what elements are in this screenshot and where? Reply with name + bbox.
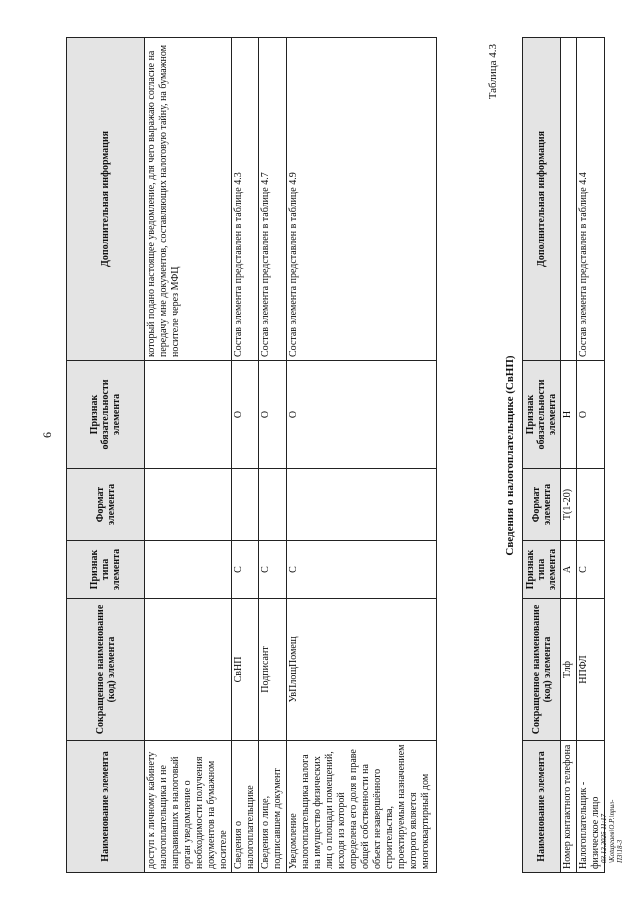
cell-required: О [287,361,437,469]
header-required: Признак обязательности элемента [523,361,561,469]
cell-code: УвПлощПомещ [287,599,437,741]
cell-name: Сведения о налогоплательщике [232,741,259,873]
cell-info: Состав элемента представлен в таблице 4.9 [287,38,437,361]
rotated-content [66,38,606,873]
cell-required: О [259,361,287,469]
cell-info: Состав элемента представлен в таблице 4.4 [577,38,605,361]
header-format: Формат элемента [523,469,561,541]
cell-format [145,469,232,541]
cell-info: Состав элемента представлен в таблице 4.3 [232,38,259,361]
cell-type [145,541,232,599]
footer-note [600,800,624,863]
page-number: 6 [40,432,54,438]
cell-code [145,599,232,741]
header-code: Сокращенное наименование (код) элемента [67,599,145,741]
header-info: Дополнительная информация [523,38,561,361]
cell-code: СвНП [232,599,259,741]
cell-info: который подано настоящее уведомление, для чего выражаю согласие на передачу мне документов, составляющих налоговую тайну, на бумажном носителе через МФЦ [145,38,232,361]
taxpayer-table [522,37,605,873]
cell-type: С [259,541,287,599]
cell-code: Тлф [561,599,577,741]
table-row [577,38,605,873]
cell-required [145,361,232,469]
cell-name: Уведомление налогоплательщика налога на имущество физических лиц о площади помещений, исходя из которой определена его доля в праве общей собственности на объект незавершённого строительства, проектируемым назначением которого является многоквартирный дом [287,741,437,873]
cell-name: Номер контактного телефона [561,741,577,873]
cell-format: T(1-20) [561,469,577,541]
table-header-row [523,38,561,873]
cell-code: Подписант [259,599,287,741]
header-type: Признак типа элемента [523,541,561,599]
header-info: Дополнительная информация [67,38,145,361]
cell-name: Сведения о лице, подписавшем документ [259,741,287,873]
cell-format [287,469,437,541]
cell-type: С [287,541,437,599]
cell-type: С [577,541,605,599]
elements-table [66,37,437,873]
table-row [287,38,437,873]
table-row [259,38,287,873]
header-name: Наименование элемента [67,741,145,873]
cell-required: О [577,361,605,469]
cell-name: доступ к личному кабинету налогоплательщика и не направивших в налоговый орган уведомление о необходимости получения документов на бумажном носителе [145,741,232,873]
table-number: Таблица 4.3 [487,44,499,100]
footer-date: 03.12.2025 11:17 [600,813,608,863]
cell-code: НПФЛ [577,599,605,741]
cell-type: С [232,541,259,599]
cell-name: Налогоплательщик - физическое лицо [577,741,605,873]
table-row [145,38,232,873]
cell-format [577,469,605,541]
cell-format [259,469,287,541]
cell-info: Состав элемента представлен в таблице 4.7 [259,38,287,361]
cell-info [561,38,577,361]
cell-required: Н [561,361,577,469]
cell-format [232,469,259,541]
table-header-row [67,38,145,873]
header-required: Признак обязательности элемента [67,361,145,469]
header-code: Сокращенное наименование (код) элемента [523,599,561,741]
header-format: Формат элемента [67,469,145,541]
table-row [561,38,577,873]
header-name: Наименование элемента [523,741,561,873]
table-caption: Сведения о налогоплательщике (СвНП) [504,355,516,556]
footer-path: \Kotuргаев\О.Р.\прил-ПЗ\18-3 [608,799,624,863]
cell-type: А [561,541,577,599]
header-type: Признак типа элемента [67,541,145,599]
table-row [232,38,259,873]
cell-required: О [232,361,259,469]
